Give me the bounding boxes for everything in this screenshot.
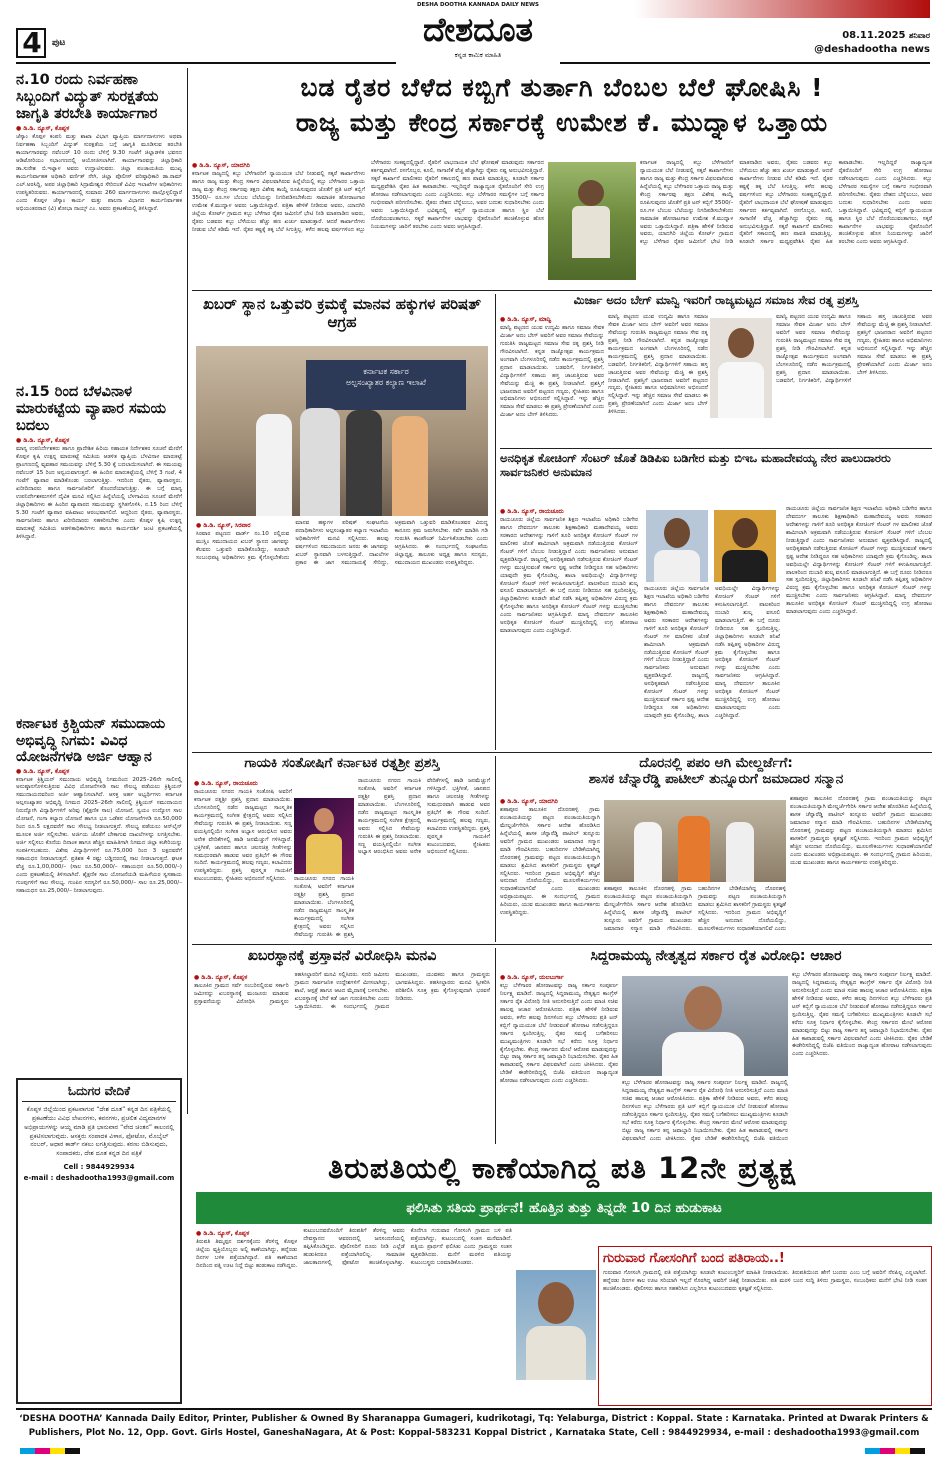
column-rule-mid bbox=[495, 294, 496, 750]
lead-story bbox=[192, 70, 932, 288]
color-registration-bar-right bbox=[865, 1448, 925, 1454]
board-line-2: ಅಲ್ಪಸಂಖ್ಯಾತರ ಕಲ್ಯಾಣ ಇಲಾಖೆ bbox=[346, 378, 426, 388]
coaching-body-mid bbox=[644, 586, 780, 750]
mirza-body-wrap-c bbox=[776, 314, 932, 444]
readers-forum-email: e-mail : deshadootha1993@gmail.com bbox=[23, 1173, 175, 1182]
issue-weekday: ಶನಿವಾರ bbox=[908, 31, 930, 40]
lead-body-b bbox=[640, 160, 932, 284]
siddu-body-continued-2: ಕಬ್ಬು ಬೆಳೆಗಾರರ ಹೋರಾಟವನ್ನು ರಾಜ್ಯ ಸರ್ಕಾರ ಸಂಪೂರ್ಣ ನಿರ್ಲಕ್ಷ್ಯ ಮಾಡಿದೆ. ರಾಜ್ಯದಲ್ಲಿ ಸಿದ್ದರಾಮಯ್ಯ ನೇತೃತ್ವದ ಕಾಂಗ್ರೆಸ್ ಸರ್ಕಾರ ರೈತ ವಿರೋಧಿ ನೀತಿ ಅನುಸರಿಸುತ್ತಿದೆ ಎಂದು ಮಾಜಿ ಸಚಿವ ಹಾಲಪ್ಪ ಆಚಾರ ಆರೋಪಿಸಿದರು. ಪತ್ರಿಕಾ ಹೇಳಿಕೆ ನೀಡಿರುವ ಅವರು, ಕಳೆದ ಹಲವು ದಿನಗಳಿಂದ ಕಬ್ಬು ಬೆಳೆಗಾರರು ಪ್ರತಿ ಟನ್ ಕಬ್ಬಿಗೆ ನ್ಯಾಯಯುತ ಬೆಲೆ ನೀಡುವಂತೆ ಹೋರಾಟ ನಡೆಸುತ್ತಿದ್ದರೂ ಸರ್ಕಾರ ಸ್ಪಂದಿಸುತ್ತಿಲ್ಲ. ರೈತರ ಸಮಸ್ಯೆ ಬಗೆಹರಿಸಲು ಮುಖ್ಯಮಂತ್ರಿಗಳು ಕೂಡಲೇ ಸಭೆ ಕರೆದು ಸೂಕ್ತ ನಿರ್ಧಾರ ಕೈಗೊಳ್ಳಬೇಕು. ಕೇಂದ್ರ ಸರ್ಕಾರದ ಮೇಲೆ ಆರೋಪ ಮಾಡುವುದನ್ನು ಬಿಟ್ಟು ರಾಜ್ಯ ಸರ್ಕಾರ ತನ್ನ ಜವಾಬ್ದಾರಿ ನಿಭಾಯಿಸಬೇಕು. ರೈತರ ಹಿತ ಕಾಪಾಡುವಲ್ಲಿ ಸರ್ಕಾರ ವಿಫಲವಾಗಿದೆ ಎಂದು ಟೀಕಿಸಿದರು. ರೈತರ ಬೇಡಿಕೆ ಈಡೇರಿಸದಿದ್ದಲ್ಲಿ ಬಿಜೆಪಿ ವತಿಯಿಂದ ರಾಜ್ಯಾದ್ಯಂತ ಹೋರಾಟ ನಡೆಸಲಾಗುವುದು ಎಂದು ಎಚ್ಚರಿಸಿದರು. bbox=[792, 972, 932, 1058]
papam-body-continued-2: ಶಹಾಪೂರ ತಾಲೂಕಿನ ದೊರನಹಳ್ಳಿ ಗ್ರಾಮ ಪಂಚಾಯತಿಯನ್ನು ಪಟ್ಟಣ ಪಂಚಾಯತಿಯನ್ನಾಗಿ ಮೇಲ್ದರ್ಜೆಗೇರಿಸಿ ಸರ್ಕಾರ ಆದೇಶ ಹೊರಡಿಸಿದ ಹಿನ್ನೆಲೆಯಲ್ಲಿ ಶಾಸಕ ಚೆನ್ನಾರೆಡ್ಡಿ ಪಾಟೀಲ್ ತುನ್ನೂರು ಅವರಿಗೆ ಗ್ರಾಮದ ಮುಖಂಡರು ಜಮಾದಾರ ಸನ್ಮಾನ ಮಾಡಿ ಗೌರವಿಸಿದರು. ಬಹುದಿನಗಳ ಬೇಡಿಕೆಯಾಗಿದ್ದ ದೊರನಹಳ್ಳಿ ಗ್ರಾಮವನ್ನು ಪಟ್ಟಣ ಪಂಚಾಯತಿಯನ್ನಾಗಿ ಮಾಡಲು ಶ್ರಮಿಸಿದ ಶಾಸಕರಿಗೆ ಗ್ರಾಮಸ್ಥರು ಕೃತಜ್ಞತೆ ಸಲ್ಲಿಸಿದರು. ಇದರಿಂದ ಗ್ರಾಮದ ಅಭಿವೃದ್ಧಿಗೆ ಹೆಚ್ಚಿನ ಅನುದಾನ ದೊರೆಯಲಿದ್ದು, ಮೂಲಸೌಕರ್ಯಗಳು ಸುಧಾರಣೆಯಾಗಲಿವೆ ಎಂದು ಮುಖಂಡರು ಅಭಿಪ್ರಾಯಪಟ್ಟರು. ಈ ಸಂದರ್ಭದಲ್ಲಿ ಗ್ರಾಮದ ಹಿರಿಯರು, ಯುವ ಮುಖಂಡರು ಹಾಗೂ ಕಾರ್ಯಕರ್ತರು ಉಪಸ್ಥಿತರಿದ್ದರು. bbox=[790, 796, 932, 866]
khabar2-story bbox=[192, 948, 492, 1144]
article-headline: ನ.10 ರಂದು ನಿರ್ವಹಣಾ ಸಿಬ್ಬಂದಿಗೆ ವಿದ್ಯುತ್ ಸುರಕ್ಷತೆಯ ಜಾಗೃತಿ ತರಬೇತಿ ಕಾರ್ಯಾಗಾರ bbox=[16, 72, 159, 123]
row-rule-2 bbox=[192, 944, 932, 945]
mirza-body-continued: ಮಾನ್ವಿ ಪಟ್ಟಣದ ಯುವ ಉದ್ಯಮಿ ಹಾಗೂ ಸಮಾಜ ಸೇವಕ ಮಿರ್ಜಾ ಅದಂ ಬೇಗ್ ಅವರಿಗೆ ಅವರ ಸಮಾಜ ಸೇವೆಯನ್ನು ಗುರುತಿಸಿ ರಾಜ್ಯಮಟ್ಟದ ಸಮಾಜ ಸೇವ ರತ್ನ ಪ್ರಶಸ್ತಿ ನೀಡಿ ಗೌರವಿಸಲಾಗಿದೆ. ಕನ್ನಡ ರಾಜ್ಯೋತ್ಸವ ಕಾರ್ಯಕ್ರಮದ ಅಂಗವಾಗಿ ಬೆಂಗಳೂರಿನಲ್ಲಿ ನಡೆದ ಕಾರ್ಯಕ್ರಮದಲ್ಲಿ ಪ್ರಶಸ್ತಿ ಪ್ರದಾನ ಮಾಡಲಾಯಿತು. ಬಡವರಿಗೆ, ನಿರ್ಗತಿಕರಿಗೆ, ವಿದ್ಯಾರ್ಥಿಗಳಿಗೆ ಸಹಾಯ ಹಸ್ತ ಚಾಚುತ್ತಿರುವ ಅವರ ಸೇವೆಯನ್ನು ಮೆಚ್ಚಿ ಈ ಪ್ರಶಸ್ತಿ ನೀಡಲಾಗಿದೆ. ಪ್ರಶಸ್ತಿಗೆ ಭಾಜನರಾದ ಅವರಿಗೆ ಪಟ್ಟಣದ ಗಣ್ಯರು, ಸ್ನೇಹಿತರು ಹಾಗೂ ಅಭಿಮಾನಿಗಳು ಅಭಿನಂದನೆ ಸಲ್ಲಿಸಿದ್ದಾರೆ. ಇನ್ನು ಹೆಚ್ಚಿನ ಸಮಾಜ ಸೇವೆ ಮಾಡಲು ಈ ಪ್ರಶಸ್ತಿ ಪ್ರೇರಣೆಯಾಗಿದೆ ಎಂದು ಮಿರ್ಜಾ ಅದಂ ಬೇಗ್ ತಿಳಿಸಿದರು. bbox=[608, 314, 708, 416]
politician-photo bbox=[622, 976, 788, 1076]
lead-headline-2: ರಾಜ್ಯ ಮತ್ತು ಕೇಂದ್ರ ಸರ್ಕಾರಕ್ಕೆ ಉಮೇಶ ಕೆ. ಮುದ್ನಾಳ ಒತ್ತಾಯ bbox=[295, 108, 829, 137]
person-4 bbox=[392, 416, 428, 516]
siddu-body-continued: ಕಬ್ಬು ಬೆಳೆಗಾರರ ಹೋರಾಟವನ್ನು ರಾಜ್ಯ ಸರ್ಕಾರ ಸಂಪೂರ್ಣ ನಿರ್ಲಕ್ಷ್ಯ ಮಾಡಿದೆ. ರಾಜ್ಯದಲ್ಲಿ ಸಿದ್ದರಾಮಯ್ಯ ನೇತೃತ್ವದ ಕಾಂಗ್ರೆಸ್ ಸರ್ಕಾರ ರೈತ ವಿರೋಧಿ ನೀತಿ ಅನುಸರಿಸುತ್ತಿದೆ ಎಂದು ಮಾಜಿ ಸಚಿವ ಹಾಲಪ್ಪ ಆಚಾರ ಆರೋಪಿಸಿದರು. ಪತ್ರಿಕಾ ಹೇಳಿಕೆ ನೀಡಿರುವ ಅವರು, ಕಳೆದ ಹಲವು ದಿನಗಳಿಂದ ಕಬ್ಬು ಬೆಳೆಗಾರರು ಪ್ರತಿ ಟನ್ ಕಬ್ಬಿಗೆ ನ್ಯಾಯಯುತ ಬೆಲೆ ನೀಡುವಂತೆ ಹೋರಾಟ ನಡೆಸುತ್ತಿದ್ದರೂ ಸರ್ಕಾರ ಸ್ಪಂದಿಸುತ್ತಿಲ್ಲ. ರೈತರ ಸಮಸ್ಯೆ ಬಗೆಹರಿಸಲು ಮುಖ್ಯಮಂತ್ರಿಗಳು ಕೂಡಲೇ ಸಭೆ ಕರೆದು ಸೂಕ್ತ ನಿರ್ಧಾರ ಕೈಗೊಳ್ಳಬೇಕು. ಕೇಂದ್ರ ಸರ್ಕಾರದ ಮೇಲೆ ಆರೋಪ ಮಾಡುವುದನ್ನು ಬಿಟ್ಟು ರಾಜ್ಯ ಸರ್ಕಾರ ತನ್ನ ಜವಾಬ್ದಾರಿ ನಿಭಾಯಿಸಬೇಕು. ರೈತರ ಹಿತ ಕಾಪಾಡುವಲ್ಲಿ ಸರ್ಕಾರ ವಿಫಲವಾಗಿದೆ ಎಂದು ಟೀಕಿಸಿದರು. ರೈತರ ಬೇಡಿಕೆ ಈಡೇರಿಸದಿದ್ದಲ್ಲಿ ಬಿಜೆಪಿ ವತಿಯಿಂದ bbox=[622, 1080, 788, 1142]
left-article-2 bbox=[16, 384, 182, 684]
mirza-body-wrap-a bbox=[500, 314, 604, 444]
goshangi-body: ಗುರುವಾರ ಗೋಸಂಗಿ ಗ್ರಾಮದಲ್ಲಿ ಪತಿ ಪತ್ತೆಯಾಗಿದ್ದು ಕೂಡಲೇ ಕುಟುಂಬಸ್ಥರಿಗೆ ಮಾಹಿತಿ ನೀಡಲಾಯಿತು. ತಿರುಪತಿಯಿಂದ ಹೇಗೆ ಬಂದರು ಎಂಬ ಬಗ್ಗೆ ಅವರಿಗೆ ನೆನಪಿಲ್ಲ ಎನ್ನಲಾಗಿದೆ. ಹನ್ನೆರಡು ದಿನಗಳ ಕಾಲ ಊಟ ಸರಿಯಾಗಿ ಇಲ್ಲದೆ ಸೊರಗಿದ್ದ ಅವರಿಗೆ ಚಿಕಿತ್ಸೆ ನೀಡಲಾಯಿತು. ಪತಿ ಮರಳಿ ಬಂದ ಸುದ್ದಿ ತಿಳಿದು ಗ್ರಾಮಸ್ಥರು, ಸಂಬಂಧಿಕರು ಮನೆಗೆ ಭೇಟಿ ನೀಡಿ ಸಂತಸ ಹಂಚಿಕೊಂಡರು. ಪೊಲೀಸರು ಹಾಗೂ ಸಹಕರಿಸಿದ ಎಲ್ಲರಿಗೂ ಕುಟುಂಬದವರು ಕೃತಜ್ಞತೆ ಸಲ್ಲಿಸಿದರು. bbox=[603, 1270, 927, 1293]
article-headline: ಕರ್ನಾಟಕ ಕ್ರಿಶ್ಚಿಯನ್ ಸಮುದಾಯ ಅಭಿವೃದ್ಧಿ ನಿಗಮ: ವಿವಿಧ ಯೋಜನೆಗಳಡಿ ಅರ್ಜಿ ಆಹ್ವಾನ bbox=[16, 716, 166, 766]
left-article-3 bbox=[16, 716, 182, 1074]
gayaki-body-mid bbox=[294, 876, 354, 940]
tirupati-headline: ತಿರುಪತಿಯಲ್ಲಿ ಕಾಣೆಯಾಗಿದ್ದ ಪತಿ 12ನೇ ಪ್ರತ್ಯಕ್ಷ bbox=[327, 1151, 797, 1185]
paper-tagline: ಕನ್ನಡ ಕಾಮಿಕ ಮಾಹಿತಿ bbox=[454, 51, 502, 59]
goshangi-box bbox=[598, 1246, 932, 1406]
footer-line-2: Publishers, Plot No. 12, Opp. Govt. Girls Hostel, GaneshaNagara, At & Post: Koppal-583231 Koppal District , Karnataka State, Cell : 9844929934, e-mail : deshadootha1993@gmail.com bbox=[28, 1428, 920, 1438]
khabar-headline: ಖಬರ್ ಸ್ಥಾನ ಒತ್ತುವರಿ ಕ್ರಮಕ್ಕೆ ಮಾನವ ಹಕ್ಕುಗಳ ಪರಿಷತ್ ಆಗ್ರಹ bbox=[202, 295, 482, 331]
papam-headline-2: ಶಾಸಕ ಚೆನ್ನಾರೆಡ್ಡಿ ಪಾಟೀಲ್ ತುನ್ನೂರುಗೆ ಜಮಾದಾರ ಸನ್ಮಾನ bbox=[588, 770, 844, 787]
column-rule-left bbox=[187, 68, 188, 1114]
article-body: ಜೆಸ್ಕಾಂ ಕೊಪ್ಪಳ ಕಂಪನಿ ಮತ್ತು ಶಾಖಾ ವಿಭಾಗ ವ್ಯಾಪ್ತಿಯ ಮಾರ್ಗದಾಳುಗಳು ಅಥವಾ ನಿರ್ವಹಣಾ ಸಿಬ್ಬಂದಿಗೆ ವಿದ್ಯುತ್ ಸುರಕ್ಷತೆಯ ಬಗ್ಗೆ ಜಾಗೃತಿ ಮೂಡಿಸುವ ತರಬೇತಿ ಕಾರ್ಯಾಗಾರವನ್ನು ನವೆಂಬರ್ 10 ರಂದು ಬೆಳಿಗ್ಗೆ 9.30 ಗಂಟೆಗೆ ಜಿಲ್ಲಾಡಳಿತ ಭವನದ ಆಡಿಟೋರಿಯಂ ಸಭಾಂಗಣದಲ್ಲಿ ಆಯೋಜಿಸಲಾಗಿದೆ. ಕಾರ್ಯಾಗಾರವನ್ನು ಜಿಲ್ಲಾಧಿಕಾರಿ ಡಾ.ಸುರೇಶ ಬಿ.ಇಟ್ನಾಳ ಅವರು ಉದ್ಘಾಟಿಸುವರು. ಜಿಲ್ಲಾ ಪಂಚಾಯತಿಯ ಮುಖ್ಯ ಕಾರ್ಯನಿರ್ವಾಹಕ ಅಧಿಕಾರಿ ವರ್ಣಿತ್ ನೇಗಿ, ಜಿಲ್ಲಾ ಪೊಲೀಸ್ ವರಿಷ್ಠಾಧಿಕಾರಿ ಡಾ.ರಾಮ್ ಎಲ್.ಅರಸಿದ್ದಿ, ಅಪರ ಜಿಲ್ಲಾಧಿಕಾರಿ ಸಿದ್ರಾಮೇಶ್ವರ ಸೇರಿದಂತೆ ವಿವಿಧ ಇಲಾಖೆಗಳ ಅಧಿಕಾರಿಗಳು ಉಪಸ್ಥಿತರಿರುವರು. ಕಾರ್ಯಾಗಾರದಲ್ಲಿ ಸುಮಾರು 260 ಮಾರ್ಗದಾಳುಗಳು ಪಾಲ್ಗೊಳ್ಳಲಿದ್ದಾರೆ ಎಂದು ಕೊಪ್ಪಳ ಜೆಸ್ಕಾಂ ಕಾರ್ಯ ಮತ್ತು ಪಾಲನಾ ವಿಭಾಗದ ಕಾರ್ಯನಿರ್ವಾಹಕ ಅಭಿಯಂತರರಾದ (ವಿ) ಶೋಭಾ ನಾಯ್ಕ್ ಎಂ. ಅವರು ಪ್ರಕಟಣೆಯಲ್ಲಿ ತಿಳಿಸಿದ್ದಾರೆ. bbox=[16, 134, 182, 212]
man-shirt bbox=[526, 1326, 586, 1380]
papam-byline: ● ಡಿ.ಡಿ. ನ್ಯೂಸ್, ಯಾದಗಿರಿ bbox=[500, 798, 558, 805]
officer-photo-2 bbox=[714, 510, 776, 582]
papam-headline-1: ದೊರನಲ್ಲಿ ಪಪಂ ಆಗಿ ಮೇಲ್ದರ್ಜೆಗೆ: bbox=[639, 756, 793, 771]
felicitation-figure-1 bbox=[634, 822, 662, 882]
mirza-bottom-rule bbox=[500, 448, 932, 449]
left-article-1 bbox=[16, 72, 182, 372]
mirza-byline: ● ಡಿ.ಡಿ. ನ್ಯೂಸ್, ಮಾನ್ವಿ bbox=[500, 316, 552, 323]
memorandum-photo bbox=[196, 346, 488, 516]
mirza-body-wrap-b bbox=[608, 314, 708, 444]
gayaki-story bbox=[192, 756, 492, 942]
office-board bbox=[306, 360, 466, 410]
officer-1-body bbox=[654, 550, 700, 582]
gayaki-body-left bbox=[194, 778, 292, 940]
lead-headline-1: ಬಡ ರೈತರ ಬೆಳೆದ ಕಬ್ಬಿಗೆ ತುರ್ತಾಗಿ ಬೆಂಬಲ ಬೆಲೆ ಘೋಷಿಸಿ ! bbox=[300, 73, 824, 102]
readers-forum-cell: Cell : 9844929934 bbox=[63, 1162, 135, 1171]
lead-body-continued: ಕರ್ನಾಟಕ ರಾಜ್ಯದಲ್ಲಿ ಕಬ್ಬು ಬೆಳೆಗಾರರಿಗೆ ನ್ಯಾಯಯುತ ಬೆಲೆ ನೀಡುವಲ್ಲಿ ಸಕ್ಕರೆ ಕಾರ್ಖಾನೆಗಳು ಹಾಗೂ ರಾಜ್ಯ ಮತ್ತು ಕೇಂದ್ರ ಸರ್ಕಾರ ವಿಫಲವಾಗಿರುವ ಹಿನ್ನೆಲೆಯಲ್ಲಿ ಕಬ್ಬು ಬೆಳೆಗಾರರ ಒತ್ತಾಯ ರಾಜ್ಯ ಮತ್ತು ಕೇಂದ್ರ ಸರ್ಕಾರವು ತಕ್ಷಣ ವಿಶೇಷ ಕಾಯ್ದೆ ರೂಪಿಸುವುದರ ಜೊತೆಗೆ ಪ್ರತಿ ಟನ್ ಕಬ್ಬಿಗೆ 3500/– ರೂ.ಗಳ ಬೆಂಬಲ ಬೆಲೆಯನ್ನು ನಿಗದಿಪಡಿಸಬೇಕೆಂದು ಸಾಮಾಜಿಕ ಹೋರಾಟಗಾರ ಉಮೇಶ ಕೆ.ಮುದ್ನಾಳ ಅವರು ಒತ್ತಾಯಿಸಿದ್ದಾರೆ. ಪತ್ರಿಕಾ ಹೇಳಿಕೆ ನೀಡಿರುವ ಅವರು, ಯಾದಗಿರಿ ಜಿಲ್ಲೆಯ ಕೋರ್ಟ್ ಗ್ರಾಮದ ಕಬ್ಬು ಬೆಳೆಗಾರ ರೈತರ ಜಮೀನಿಗೆ ಭೇಟಿ ನೀಡಿ ಮಾತನಾಡಿದ ಅವರು, ರೈತರು ಬಡವರು ಕಬ್ಬು ಬೆಳೆಯಲು ಹೆಚ್ಚು ಹಣ ಖರ್ಚು ಮಾಡುತ್ತಾರೆ. ಆದರೆ ಕಾರ್ಖಾನೆಗಳು ನೀಡುವ ಬೆಲೆ ಕಡಿಮೆ ಇದೆ. ರೈತರ ಕಷ್ಟಕ್ಕೆ ತಕ್ಕ ಬೆಲೆ ಸಿಗುತ್ತಿಲ್ಲ. ಕಳೆದ ಹಲವು ವರ್ಷಗಳಿಂದ ಕಬ್ಬು ಬೆಳೆಗಾರರು ಸಂಕಷ್ಟದಲ್ಲಿದ್ದಾರೆ. ರೈತರಿಗೆ ಲಾಭದಾಯಕ ಬೆಲೆ ಘೋಷಣೆ ಮಾಡುವುದು ಸರ್ಕಾರದ ಕರ್ತವ್ಯವಾಗಿದೆ. ರಸಗೊಬ್ಬರ, ಕೂಲಿ, ಸಾಗಾಣಿಕೆ ವೆಚ್ಚ ಹೆಚ್ಚಾಗಿದ್ದು ರೈತರು ನಷ್ಟ ಅನುಭವಿಸುತ್ತಿದ್ದಾರೆ. ಸಕ್ಕರೆ ಕಾರ್ಖಾನೆ ಮಾಲೀಕರು ರೈತರಿಗೆ ಸಕಾಲದಲ್ಲಿ ಹಣ ಪಾವತಿ ಮಾಡುತ್ತಿಲ್ಲ. ಕೂಡಲೇ ಸರ್ಕಾರ ಮಧ್ಯಪ್ರವೇಶಿಸಿ ರೈತರ ಹಿತ ಕಾಪಾಡಬೇಕು. ಇಲ್ಲದಿದ್ದರೆ ರಾಜ್ಯಾದ್ಯಂತ ರೈತರೊಂದಿಗೆ ಸೇರಿ ಉಗ್ರ ಹೋರಾಟ ನಡೆಸಲಾಗುವುದು ಎಂದು ಎಚ್ಚರಿಸಿದರು. ಕಬ್ಬು ಬೆಳೆಗಾರರ ಸಮಸ್ಯೆಗಳ ಬಗ್ಗೆ ಸರ್ಕಾರ ಗಂಭೀರವಾಗಿ ಪರಿಗಣಿಸಬೇಕು. ರೈತರು ದೇಶದ ಬೆನ್ನೆಲುಬು, ಅವರ ಬದುಕು ಸುಧಾರಿಸಬೇಕು ಎಂದು ಅವರು ಒತ್ತಾಯಿಸಿದ್ದಾರೆ. ಭವಿಷ್ಯದಲ್ಲಿ ಕಬ್ಬಿಗೆ ನ್ಯಾಯಯುತ ಹಾಗೂ ಸ್ಥಿರ ಬೆಲೆ ದೊರೆಯುವಂತಾಗಲು, ಸಕ್ಕರೆ ಕಾರ್ಖಾನೆಗಳ ಲಾಭವನ್ನು ರೈತರೊಂದಿಗೆ ಹಂಚಿಕೊಳ್ಳುವ ಹೊಸ ನಿಯಮಗಳನ್ನು ಜಾರಿಗೆ ತರಬೇಕು ಎಂದು ಅವರು ಆಗ್ರಹಿಸಿದ್ದಾರೆ. bbox=[640, 160, 932, 246]
lead-byline: ● ಡಿ.ಡಿ. ನ್ಯೂಸ್, ಯಾದಗಿರಿ bbox=[192, 162, 250, 169]
article-byline: ● ಡಿ.ಡಿ. ನ್ಯೂಸ್, ಕೊಪ್ಪಳ bbox=[16, 767, 70, 775]
readers-forum-title: ಓದುಗರ ವೇದಿಕೆ bbox=[22, 1084, 176, 1102]
officer-photo-1 bbox=[646, 510, 708, 582]
mirza-body: ಮಾನ್ವಿ ಪಟ್ಟಣದ ಯುವ ಉದ್ಯಮಿ ಹಾಗೂ ಸಮಾಜ ಸೇವಕ ಮಿರ್ಜಾ ಅದಂ ಬೇಗ್ ಅವರಿಗೆ ಅವರ ಸಮಾಜ ಸೇವೆಯನ್ನು ಗುರುತಿಸಿ ರಾಜ್ಯಮಟ್ಟದ ಸಮಾಜ ಸೇವ ರತ್ನ ಪ್ರಶಸ್ತಿ ನೀಡಿ ಗೌರವಿಸಲಾಗಿದೆ. ಕನ್ನಡ ರಾಜ್ಯೋತ್ಸವ ಕಾರ್ಯಕ್ರಮದ ಅಂಗವಾಗಿ ಬೆಂಗಳೂರಿನಲ್ಲಿ ನಡೆದ ಕಾರ್ಯಕ್ರಮದಲ್ಲಿ ಪ್ರಶಸ್ತಿ ಪ್ರದಾನ ಮಾಡಲಾಯಿತು. ಬಡವರಿಗೆ, ನಿರ್ಗತಿಕರಿಗೆ, ವಿದ್ಯಾರ್ಥಿಗಳಿಗೆ ಸಹಾಯ ಹಸ್ತ ಚಾಚುತ್ತಿರುವ ಅವರ ಸೇವೆಯನ್ನು ಮೆಚ್ಚಿ ಈ ಪ್ರಶಸ್ತಿ ನೀಡಲಾಗಿದೆ. ಪ್ರಶಸ್ತಿಗೆ ಭಾಜನರಾದ ಅವರಿಗೆ ಪಟ್ಟಣದ ಗಣ್ಯರು, ಸ್ನೇಹಿತರು ಹಾಗೂ ಅಭಿಮಾನಿಗಳು ಅಭಿನಂದನೆ ಸಲ್ಲಿಸಿದ್ದಾರೆ. ಇನ್ನು ಹೆಚ್ಚಿನ ಸಮಾಜ ಸೇವೆ ಮಾಡಲು ಈ ಪ್ರಶಸ್ತಿ ಪ್ರೇರಣೆಯಾಗಿದೆ ಎಂದು ಮಿರ್ಜಾ ಅದಂ ಬೇಗ್ ತಿಳಿಸಿದರು. bbox=[500, 325, 604, 419]
coaching-body: ರಾಯಚೂರು ಜಿಲ್ಲೆಯ ಸಾರ್ವಜನಿಕ ಶಿಕ್ಷಣ ಇಲಾಖೆಯ ಅಧಿಕಾರಿ ಬಡಿಗೇರ ಹಾಗೂ ದೇವದುರ್ಗ ತಾಲೂಕು ಶಿಕ್ಷಣಾಧಿಕಾರಿ ಮಹಾದೇವಯ್ಯ ಅವರು ಸರಕಾರದ ಆದೇಶಗಳನ್ನು ಗಾಳಿಗೆ ತೂರಿ ಅನಧಿಕೃತ ಕೋಚಿಂಗ್ ಸೆಂಟರ್ ಗಳ ಮಾಲೀಕರ ಜೊತೆ ಶಾಮೀಲಾಗಿ ಅಕ್ರಮವಾಗಿ ನಡೆಯುತ್ತಿರುವ ಕೋಚಿಂಗ್ ಸೆಂಟರ್ ಗಳಿಗೆ ಬೆಂಬಲ ನೀಡುತ್ತಿದ್ದಾರೆ ಎಂದು ಸಾರ್ವಜನಿಕರು ಅನುಮಾನ ವ್ಯಕ್ತಪಡಿಸಿದ್ದಾರೆ. ರಾಜ್ಯದಲ್ಲಿ ಅನಧಿಕೃತವಾಗಿ ನಡೆಸುತ್ತಿರುವ ಕೋಚಿಂಗ್ ಸೆಂಟರ್ ಗಳನ್ನು ಮುಚ್ಚಿಸುವಂತೆ ಸರ್ಕಾರ ಸ್ಪಷ್ಟ ಆದೇಶ ನೀಡಿದ್ದರೂ ಸಹ ಅಧಿಕಾರಿಗಳು ಯಾವುದೇ ಕ್ರಮ ಕೈಗೊಂಡಿಲ್ಲ. ಶಾಲಾ ಅವಧಿಯಲ್ಲೇ ವಿದ್ಯಾರ್ಥಿಗಳನ್ನು ಕೋಚಿಂಗ್ ಸೆಂಟರ್ ಗಳಿಗೆ ಕಳುಹಿಸಲಾಗುತ್ತಿದೆ. ಪಾಲಕರಿಂದ ದುಬಾರಿ ಶುಲ್ಕ ವಸೂಲಿ ಮಾಡಲಾಗುತ್ತಿದೆ. ಈ ಬಗ್ಗೆ ದೂರು ನೀಡಿದರೂ ಸಹ ಸ್ಪಂದಿಸುತ್ತಿಲ್ಲ. ಜಿಲ್ಲಾಧಿಕಾರಿಗಳು ಕೂಡಲೇ ತನಿಖೆ ನಡೆಸಿ ತಪ್ಪಿತಸ್ಥ ಅಧಿಕಾರಿಗಳ ವಿರುದ್ಧ ಕ್ರಮ ಕೈಗೊಳ್ಳಬೇಕು ಹಾಗೂ ಅನಧಿಕೃತ ಕೋಚಿಂಗ್ ಸೆಂಟರ್ ಗಳನ್ನು ಮುಚ್ಚಿಸಬೇಕು ಎಂದು ಸಾರ್ವಜನಿಕರು ಆಗ್ರಹಿಸಿದ್ದಾರೆ. ಮಾನ್ಯ ದೇವದುರ್ಗ ತಾಲೂಕಿನ ಅನಧಿಕೃತ ಕೋಚಿಂಗ್ ಸೆಂಟರ್ ಮುಚ್ಚಿಸದಿದ್ದಲ್ಲಿ ಉಗ್ರ ಹೋರಾಟ ಮಾಡಲಾಗುವುದು ಎಂದು ಎಚ್ಚರಿಸಿದ್ದಾರೆ. bbox=[500, 517, 638, 635]
singer-dress bbox=[306, 834, 342, 874]
column-rule-mid-3 bbox=[495, 948, 496, 1144]
khabar-body: ಸಿರವಾರ ಪಟ್ಟಣದ ವಾರ್ಡ್ ನಂ.10 ರಲ್ಲಿರುವ ಮುಸ್ಲಿಂ ಸಮುದಾಯದ ಖಬರ್ ಸ್ಥಾನದ ಜಾಗವನ್ನು ಕೆಲವರು ಒತ್ತುವರಿ ಮಾಡಿಕೊಂಡಿದ್ದು, ಕೂಡಲೇ ಸಂಬಂಧಪಟ್ಟ ಅಧಿಕಾರಿಗಳು ಕ್ರಮ ಕೈಗೊಳ್ಳಬೇಕೆಂದು ಮಾನವ ಹಕ್ಕುಗಳ ಪರಿಷತ್ ಸಂಘಟನೆಯ ಪದಾಧಿಕಾರಿಗಳು ಅಲ್ಪಸಂಖ್ಯಾತರ ಕಲ್ಯಾಣ ಇಲಾಖೆಯ ಅಧಿಕಾರಿಗಳಿಗೆ ಮನವಿ ಸಲ್ಲಿಸಿದರು. ಹಲವು ವರ್ಷಗಳಿಂದ ಸಮುದಾಯದ ಜನರು ಈ ಜಾಗವನ್ನು ಖಬರ್ ಸ್ಥಾನವಾಗಿ ಬಳಸುತ್ತಿದ್ದಾರೆ. ದಾಖಲೆಗಳ ಪ್ರಕಾರ ಈ ಜಾಗ ಸಮುದಾಯಕ್ಕೆ ಸೇರಿದ್ದು, ಅಕ್ರಮವಾಗಿ ಒತ್ತುವರಿ ಮಾಡಿಕೊಂಡವರ ವಿರುದ್ಧ ಕಾನೂನು ಕ್ರಮ ಜರುಗಿಸಬೇಕು. ಸರ್ವೆ ಮಾಡಿಸಿ ಗಡಿ ಗುರುತಿಸಿ ಕಾಂಪೌಂಡ್ ನಿರ್ಮಿಸಿಕೊಡಬೇಕು ಎಂದು ಆಗ್ರಹಿಸಿದರು. ಈ ಸಂದರ್ಭದಲ್ಲಿ ಸಂಘಟನೆಯ ಜಿಲ್ಲಾಧ್ಯಕ್ಷ, ತಾಲೂಕು ಅಧ್ಯಕ್ಷ ಹಾಗೂ ಸದಸ್ಯರು, ಸಮುದಾಯದ ಮುಖಂಡರು ಉಪಸ್ಥಿತರಿದ್ದರು. bbox=[196, 520, 488, 566]
officer-2-head bbox=[732, 518, 758, 548]
coaching-headline: ಅನಧಿಕೃತ ಕೋಚಿಂಗ್ ಸೆಂಟರ್ ಜೊತೆ ಡಿಡಿಪಿಐ ಬಡಿಗೇರ ಮತ್ತು ಬಿಇಒ ಮಹಾದೇವಯ್ಯ ನೇರ ಪಾಲುದಾರರು ಸಾರ್ವಜನಿಕರ ಅನುಮಾನ bbox=[500, 452, 891, 479]
siddu-body-mid bbox=[622, 1080, 788, 1142]
readers-forum-text: ಕೊಪ್ಪಳ ಜಿಲ್ಲೆಯಿಂದ ಪ್ರಕಟವಾಗುವ “ದೇಶ ದೂತ” ಕನ್ನಡ ದಿನ ಪತ್ರಿಕೆಯಲ್ಲಿ ಪ್ರಕಟಣೆಯು ವಿವಿಧ ಲೇಖನಗಳು, ಕವನಗಳು, ಪ್ರಚಲಿತ ವಿದ್ಯಮಾನಗಳ ಅಭಿಪ್ರಾಯಗಳನ್ನು ಆಯ್ದ ಮಾಡಿ ಪ್ರತಿ ಭಾನುವಾರ “ವೇದ ಚಿಂತನ” ಕಾಲಂನಲ್ಲಿ ಪ್ರಕಟಿಸಲಾಗುವುದು. ಆಸಕ್ತರು ಸಂಪಾದಕ ವಿಳಾಸ, ಫೋಟೋ, ಮೊಬೈಲ್ ನಂಬರ್, ಆಧಾರ ಕಾರ್ಡ್ ನಕಲು ಲಗತ್ತಿಸುವುದು. ಕರಣು ಬಿಡಿಸುವುದು, ಸಂಪಾದಕರು, ದೇಶ ದೂತ ಕನ್ನಡ ದಿನ ಪತ್ರಿಕೆ bbox=[24, 1106, 174, 1158]
article-body: ಮಾನ್ಯ ಉಪನಿರ್ದೇಶಕರು ಹಾಗೂ ಪ್ರಾದೇಶಿಕ ಹಿರಿಯ ಸಹಾಯಕ ನಿರ್ದೇಶಕರ ಸೂಚನೆ ಮೇರೆಗೆ ಕೊಪ್ಪಳ ಕೃಷಿ ಉತ್ಪನ್ನ ಮಾರುಕಟ್ಟೆ ಸಮಿತಿಯ ಆಡಳಿತ ವ್ಯಾಪ್ತಿಯ ಬೆಳವಿನಾಳ ಮಾರುಕಟ್ಟೆ ಪ್ರಾಂಗಣದಲ್ಲಿ ವ್ಯವಹಾರ ಸಮಯವನ್ನು ಬೆಳಿಗ್ಗೆ 5.30 ಕ್ಕೆ ಬದಲಾಯಿಸಲಾಗಿದೆ. ಈ ಸಮಯವು ನವೆಂಬರ್ 15 ರಿಂದ ಅನ್ವಯವಾಗುತ್ತದೆ. ಈ ಹಿಂದಿನ ಮಾರುಕಟ್ಟೆಯಲ್ಲಿ ಬೆಳಿಗ್ಗೆ 3 ಗಂಟೆ, 4 ಗಂಟೆಗೆ ವ್ಯಾಪಾರ ಮಾಡಿಕೊಂಡು ಬರಲಾಗುತ್ತಿತ್ತು. ಇದರಿಂದ ರೈತರು, ವ್ಯಾಪಾರಸ್ಥರು, ಖರೀದಿದಾರರು ಹಾಗೂ ಸಾರ್ವಜನಿಕರಿಗೆ ತೊಂದರೆಯಾಗುತ್ತಿತ್ತು. ಈ ಬಗ್ಗೆ ಮಾನ್ಯ ಉಪನಿರ್ದೇಶಕರುಗಳಿಗೆ ದೈವಿಕ ಮನವಿ ಸಲ್ಲಿಸಿದ ಹಿನ್ನೆಲೆಯಲ್ಲಿ ಬೆಳಗಾವಿಯ ಸೂಚನೆ ಮೇರೆಗೆ ಜಿಲ್ಲಾಧಿಕಾರಿಗಳು ಈ ಹಿಂದಿನ ವ್ಯಾಪಾರದ ಸಮಯವನ್ನು ಸ್ಥಗಿತಗೊಳಿಸಿ, ನ.15 ರಿಂದ ಬೆಳಿಗ್ಗೆ 5.30 ಗಂಟೆಗೆ ವ್ಯಾಪಾರ ವಹಿವಾಟು ಆರಂಭವಾಗಲಿದೆ. ಆದ್ದರಿಂದ ರೈತರು, ವ್ಯಾಪಾರಸ್ಥರು, ಸಾರ್ವಜನಿಕರು ಹಾಗೂ ಖರೀದಿದಾರರು ಸಹಕರಿಸಬೇಕು ಎಂದು ಕೊಪ್ಪಳ ಕೃಷಿ ಉತ್ಪನ್ನ ಮಾರುಕಟ್ಟೆ ಸಮಿತಿಯ ಆಡಳಿತಾಧಿಕಾರಿಗಳು ಹಾಗೂ ಕಾರ್ಯದರ್ಶಿ ಜಂಟಿ ಪ್ರಕಟಣೆಯಲ್ಲಿ ತಿಳಿಸಿದ್ದಾರೆ. bbox=[16, 446, 182, 540]
mirza-story bbox=[500, 294, 932, 446]
page-label: ಪುಟ bbox=[52, 38, 66, 48]
lead-body-wrap bbox=[192, 160, 932, 284]
papam-body-left bbox=[500, 796, 600, 940]
siddu-body-right bbox=[792, 972, 932, 1142]
gayaki-body-continued: ರಾಯಚೂರು ನಗರದ ಗಾಯಕಿ ಸಂತೋಷಿ ಅವರಿಗೆ ಕರ್ನಾಟಕ ರತ್ನಶ್ರೀ ಪ್ರಶಸ್ತಿ ಪ್ರದಾನ ಮಾಡಲಾಯಿತು. ಬೆಂಗಳೂರಿನಲ್ಲಿ ನಡೆದ ರಾಜ್ಯಮಟ್ಟದ ಸಾಂಸ್ಕೃತಿಕ ಕಾರ್ಯಕ್ರಮದಲ್ಲಿ ಸಂಗೀತ ಕ್ಷೇತ್ರದಲ್ಲಿ ಅವರು ಸಲ್ಲಿಸಿದ ಸೇವೆಯನ್ನು ಗುರುತಿಸಿ ಈ ಪ್ರಶಸ್ತಿ bbox=[294, 876, 354, 938]
felicitation-figure-3 bbox=[726, 822, 754, 882]
officer-1-head bbox=[664, 518, 690, 548]
siddu-body: ಕಬ್ಬು ಬೆಳೆಗಾರರ ಹೋರಾಟವನ್ನು ರಾಜ್ಯ ಸರ್ಕಾರ ಸಂಪೂರ್ಣ ನಿರ್ಲಕ್ಷ್ಯ ಮಾಡಿದೆ. ರಾಜ್ಯದಲ್ಲಿ ಸಿದ್ದರಾಮಯ್ಯ ನೇತೃತ್ವದ ಕಾಂಗ್ರೆಸ್ ಸರ್ಕಾರ ರೈತ ವಿರೋಧಿ ನೀತಿ ಅನುಸರಿಸುತ್ತಿದೆ ಎಂದು ಮಾಜಿ ಸಚಿವ ಹಾಲಪ್ಪ ಆಚಾರ ಆರೋಪಿಸಿದರು. ಪತ್ರಿಕಾ ಹೇಳಿಕೆ ನೀಡಿರುವ ಅವರು, ಕಳೆದ ಹಲವು ದಿನಗಳಿಂದ ಕಬ್ಬು ಬೆಳೆಗಾರರು ಪ್ರತಿ ಟನ್ ಕಬ್ಬಿಗೆ ನ್ಯಾಯಯುತ ಬೆಲೆ ನೀಡುವಂತೆ ಹೋರಾಟ ನಡೆಸುತ್ತಿದ್ದರೂ ಸರ್ಕಾರ ಸ್ಪಂದಿಸುತ್ತಿಲ್ಲ. ರೈತರ ಸಮಸ್ಯೆ ಬಗೆಹರಿಸಲು ಮುಖ್ಯಮಂತ್ರಿಗಳು ಕೂಡಲೇ ಸಭೆ ಕರೆದು ಸೂಕ್ತ ನಿರ್ಧಾರ ಕೈಗೊಳ್ಳಬೇಕು. ಕೇಂದ್ರ ಸರ್ಕಾರದ ಮೇಲೆ ಆರೋಪ ಮಾಡುವುದನ್ನು ಬಿಟ್ಟು ರಾಜ್ಯ ಸರ್ಕಾರ ತನ್ನ ಜವಾಬ್ದಾರಿ ನಿಭಾಯಿಸಬೇಕು. ರೈತರ ಹಿತ ಕಾಪಾಡುವಲ್ಲಿ ಸರ್ಕಾರ ವಿಫಲವಾಗಿದೆ ಎಂದು ಟೀಕಿಸಿದರು. ರೈತರ ಬೇಡಿಕೆ ಈಡೇರಿಸದಿದ್ದಲ್ಲಿ ಬಿಜೆಪಿ ವತಿಯಿಂದ ರಾಜ್ಯಾದ್ಯಂತ ಹೋರಾಟ ನಡೆಸಲಾಗುವುದು ಎಂದು ಎಚ್ಚರಿಸಿದರು. bbox=[500, 983, 618, 1085]
man-head bbox=[538, 1282, 574, 1324]
paper-logo: ದೇಶದೂತ bbox=[422, 10, 534, 49]
papam-body-continued: ಶಹಾಪೂರ ತಾಲೂಕಿನ ದೊರನಹಳ್ಳಿ ಗ್ರಾಮ ಪಂಚಾಯತಿಯನ್ನು ಪಟ್ಟಣ ಪಂಚಾಯತಿಯನ್ನಾಗಿ ಮೇಲ್ದರ್ಜೆಗೇರಿಸಿ ಸರ್ಕಾರ ಆದೇಶ ಹೊರಡಿಸಿದ ಹಿನ್ನೆಲೆಯಲ್ಲಿ ಶಾಸಕ ಚೆನ್ನಾರೆಡ್ಡಿ ಪಾಟೀಲ್ ತುನ್ನೂರು ಅವರಿಗೆ ಗ್ರಾಮದ ಮುಖಂಡರು ಜಮಾದಾರ ಸನ್ಮಾನ ಮಾಡಿ ಗೌರವಿಸಿದರು. ಬಹುದಿನಗಳ ಬೇಡಿಕೆಯಾಗಿದ್ದ ದೊರನಹಳ್ಳಿ ಗ್ರಾಮವನ್ನು ಪಟ್ಟಣ ಪಂಚಾಯತಿಯನ್ನಾಗಿ ಮಾಡಲು ಶ್ರಮಿಸಿದ ಶಾಸಕರಿಗೆ ಗ್ರಾಮಸ್ಥರು ಕೃತಜ್ಞತೆ ಸಲ್ಲಿಸಿದರು. ಇದರಿಂದ ಗ್ರಾಮದ ಅಭಿವೃದ್ಧಿಗೆ ಹೆಚ್ಚಿನ ಅನುದಾನ ದೊರೆಯಲಿದ್ದು, ಮೂಲಸೌಕರ್ಯಗಳು ಸುಧಾರಣೆಯಾಗಲಿವೆ ಎಂದು bbox=[604, 886, 786, 932]
farmer-shirt bbox=[572, 206, 610, 258]
tirupati-subhead: ಫಲಿಸಿತು ಸತಿಯ ಪ್ರಾರ್ಥನೆ! ಹೊತ್ತಿನ ತುತ್ತು ತಿನ್ನದೇ 10 ದಿನ ಹುಡುಕಾಟ bbox=[406, 1200, 722, 1216]
khabar2-byline: ● ಡಿ.ಡಿ. ನ್ಯೂಸ್, ಕೊಪ್ಪಳ bbox=[194, 974, 248, 981]
papam-body-mid bbox=[604, 886, 786, 940]
goshangi-headline: ಗುರುವಾರ ಗೋಸಂಗಿಗೆ ಬಂದ ಪತಿರಾಯ..! bbox=[603, 1251, 785, 1266]
mirza-body-continued-2: ಮಾನ್ವಿ ಪಟ್ಟಣದ ಯುವ ಉದ್ಯಮಿ ಹಾಗೂ ಸಮಾಜ ಸೇವಕ ಮಿರ್ಜಾ ಅದಂ ಬೇಗ್ ಅವರಿಗೆ ಅವರ ಸಮಾಜ ಸೇವೆಯನ್ನು ಗುರುತಿಸಿ ರಾಜ್ಯಮಟ್ಟದ ಸಮಾಜ ಸೇವ ರತ್ನ ಪ್ರಶಸ್ತಿ ನೀಡಿ ಗೌರವಿಸಲಾಗಿದೆ. ಕನ್ನಡ ರಾಜ್ಯೋತ್ಸವ ಕಾರ್ಯಕ್ರಮದ ಅಂಗವಾಗಿ ಬೆಂಗಳೂರಿನಲ್ಲಿ ನಡೆದ ಕಾರ್ಯಕ್ರಮದಲ್ಲಿ ಪ್ರಶಸ್ತಿ ಪ್ರದಾನ ಮಾಡಲಾಯಿತು. ಬಡವರಿಗೆ, ನಿರ್ಗತಿಕರಿಗೆ, ವಿದ್ಯಾರ್ಥಿಗಳಿಗೆ ಸಹಾಯ ಹಸ್ತ ಚಾಚುತ್ತಿರುವ ಅವರ ಸೇವೆಯನ್ನು ಮೆಚ್ಚಿ ಈ ಪ್ರಶಸ್ತಿ ನೀಡಲಾಗಿದೆ. ಪ್ರಶಸ್ತಿಗೆ ಭಾಜನರಾದ ಅವರಿಗೆ ಪಟ್ಟಣದ ಗಣ್ಯರು, ಸ್ನೇಹಿತರು ಹಾಗೂ ಅಭಿಮಾನಿಗಳು ಅಭಿನಂದನೆ ಸಲ್ಲಿಸಿದ್ದಾರೆ. ಇನ್ನು ಹೆಚ್ಚಿನ ಸಮಾಜ ಸೇವೆ ಮಾಡಲು ಈ ಪ್ರಶಸ್ತಿ ಪ್ರೇರಣೆಯಾಗಿದೆ ಎಂದು ಮಿರ್ಜಾ ಅದಂ ಬೇಗ್ ತಿಳಿಸಿದರು. bbox=[776, 314, 932, 384]
issue-date-value: 08.11.2025 bbox=[842, 30, 906, 41]
footer-line-1: ‘DESHA DOOTHA’ Kannada Daily Editor, Printer, Publisher & Owned By Sharanappa Gumageri, kudrikotagi, Tq: Yelaburga, District : Koppal. State : Karnataka. Printed at Dwarak Printers & bbox=[19, 1414, 929, 1424]
lead-body: ಕರ್ನಾಟಕ ರಾಜ್ಯದಲ್ಲಿ ಕಬ್ಬು ಬೆಳೆಗಾರರಿಗೆ ನ್ಯಾಯಯುತ ಬೆಲೆ ನೀಡುವಲ್ಲಿ ಸಕ್ಕರೆ ಕಾರ್ಖಾನೆಗಳು ಹಾಗೂ ರಾಜ್ಯ ಮತ್ತು ಕೇಂದ್ರ ಸರ್ಕಾರ ವಿಫಲವಾಗಿರುವ ಹಿನ್ನೆಲೆಯಲ್ಲಿ ಕಬ್ಬು ಬೆಳೆಗಾರರ ಒತ್ತಾಯ ರಾಜ್ಯ ಮತ್ತು ಕೇಂದ್ರ ಸರ್ಕಾರವು ತಕ್ಷಣ ವಿಶೇಷ ಕಾಯ್ದೆ ರೂಪಿಸುವುದರ ಜೊತೆಗೆ ಪ್ರತಿ ಟನ್ ಕಬ್ಬಿಗೆ 3500/– ರೂ.ಗಳ ಬೆಂಬಲ ಬೆಲೆಯನ್ನು ನಿಗದಿಪಡಿಸಬೇಕೆಂದು ಸಾಮಾಜಿಕ ಹೋರಾಟಗಾರ ಉಮೇಶ ಕೆ.ಮುದ್ನಾಳ ಅವರು ಒತ್ತಾಯಿಸಿದ್ದಾರೆ. ಪತ್ರಿಕಾ ಹೇಳಿಕೆ ನೀಡಿರುವ ಅವರು, ಯಾದಗಿರಿ ಜಿಲ್ಲೆಯ ಕೋರ್ಟ್ ಗ್ರಾಮದ ಕಬ್ಬು ಬೆಳೆಗಾರ ರೈತರ ಜಮೀನಿಗೆ ಭೇಟಿ ನೀಡಿ ಮಾತನಾಡಿದ ಅವರು, ರೈತರು ಬಡವರು ಕಬ್ಬು ಬೆಳೆಯಲು ಹೆಚ್ಚು ಹಣ ಖರ್ಚು ಮಾಡುತ್ತಾರೆ. ಆದರೆ ಕಾರ್ಖಾನೆಗಳು ನೀಡುವ ಬೆಲೆ ಕಡಿಮೆ ಇದೆ. ರೈತರ ಕಷ್ಟಕ್ಕೆ ತಕ್ಕ ಬೆಲೆ ಸಿಗುತ್ತಿಲ್ಲ. ಕಳೆದ ಹಲವು ವರ್ಷಗಳಿಂದ ಕಬ್ಬು ಬೆಳೆಗಾರರು ಸಂಕಷ್ಟದಲ್ಲಿದ್ದಾರೆ. ರೈತರಿಗೆ ಲಾಭದಾಯಕ ಬೆಲೆ ಘೋಷಣೆ ಮಾಡುವುದು ಸರ್ಕಾರದ ಕರ್ತವ್ಯವಾಗಿದೆ. ರಸಗೊಬ್ಬರ, ಕೂಲಿ, ಸಾಗಾಣಿಕೆ ವೆಚ್ಚ ಹೆಚ್ಚಾಗಿದ್ದು ರೈತರು ನಷ್ಟ ಅನುಭವಿಸುತ್ತಿದ್ದಾರೆ. ಸಕ್ಕರೆ ಕಾರ್ಖಾನೆ ಮಾಲೀಕರು ರೈತರಿಗೆ ಸಕಾಲದಲ್ಲಿ ಹಣ ಪಾವತಿ ಮಾಡುತ್ತಿಲ್ಲ. ಕೂಡಲೇ ಸರ್ಕಾರ ಮಧ್ಯಪ್ರವೇಶಿಸಿ ರೈತರ ಹಿತ ಕಾಪಾಡಬೇಕು. ಇಲ್ಲದಿದ್ದರೆ ರಾಜ್ಯಾದ್ಯಂತ ರೈತರೊಂದಿಗೆ ಸೇರಿ ಉಗ್ರ ಹೋರಾಟ ನಡೆಸಲಾಗುವುದು ಎಂದು ಎಚ್ಚರಿಸಿದರು. ಕಬ್ಬು ಬೆಳೆಗಾರರ ಸಮಸ್ಯೆಗಳ ಬಗ್ಗೆ ಸರ್ಕಾರ ಗಂಭೀರವಾಗಿ ಪರಿಗಣಿಸಬೇಕು. ರೈತರು ದೇಶದ ಬೆನ್ನೆಲುಬು, ಅವರ ಬದುಕು ಸುಧಾರಿಸಬೇಕು ಎಂದು ಅವರು ಒತ್ತಾಯಿಸಿದ್ದಾರೆ. ಭವಿಷ್ಯದಲ್ಲಿ ಕಬ್ಬಿಗೆ ನ್ಯಾಯಯುತ ಹಾಗೂ ಸ್ಥಿರ ಬೆಲೆ ದೊರೆಯುವಂತಾಗಲು, ಸಕ್ಕರೆ ಕಾರ್ಖಾನೆಗಳ ಲಾಭವನ್ನು ರೈತರೊಂದಿಗೆ ಹಂಚಿಕೊಳ್ಳುವ ಹೊಸ ನಿಯಮಗಳನ್ನು ಜಾರಿಗೆ ತರಬೇಕು ಎಂದು ಅವರು ಆಗ್ರಹಿಸಿದ್ದಾರೆ. bbox=[192, 160, 544, 233]
coaching-body-continued-2: ರಾಯಚೂರು ಜಿಲ್ಲೆಯ ಸಾರ್ವಜನಿಕ ಶಿಕ್ಷಣ ಇಲಾಖೆಯ ಅಧಿಕಾರಿ ಬಡಿಗೇರ ಹಾಗೂ ದೇವದುರ್ಗ ತಾಲೂಕು ಶಿಕ್ಷಣಾಧಿಕಾರಿ ಮಹಾದೇವಯ್ಯ ಅವರು ಸರಕಾರದ ಆದೇಶಗಳನ್ನು ಗಾಳಿಗೆ ತೂರಿ ಅನಧಿಕೃತ ಕೋಚಿಂಗ್ ಸೆಂಟರ್ ಗಳ ಮಾಲೀಕರ ಜೊತೆ ಶಾಮೀಲಾಗಿ ಅಕ್ರಮವಾಗಿ ನಡೆಯುತ್ತಿರುವ ಕೋಚಿಂಗ್ ಸೆಂಟರ್ ಗಳಿಗೆ ಬೆಂಬಲ ನೀಡುತ್ತಿದ್ದಾರೆ ಎಂದು ಸಾರ್ವಜನಿಕರು ಅನುಮಾನ ವ್ಯಕ್ತಪಡಿಸಿದ್ದಾರೆ. ರಾಜ್ಯದಲ್ಲಿ ಅನಧಿಕೃತವಾಗಿ ನಡೆಸುತ್ತಿರುವ ಕೋಚಿಂಗ್ ಸೆಂಟರ್ ಗಳನ್ನು ಮುಚ್ಚಿಸುವಂತೆ ಸರ್ಕಾರ ಸ್ಪಷ್ಟ ಆದೇಶ ನೀಡಿದ್ದರೂ ಸಹ ಅಧಿಕಾರಿಗಳು ಯಾವುದೇ ಕ್ರಮ ಕೈಗೊಂಡಿಲ್ಲ. ಶಾಲಾ ಅವಧಿಯಲ್ಲೇ ವಿದ್ಯಾರ್ಥಿಗಳನ್ನು ಕೋಚಿಂಗ್ ಸೆಂಟರ್ ಗಳಿಗೆ ಕಳುಹಿಸಲಾಗುತ್ತಿದೆ. ಪಾಲಕರಿಂದ ದುಬಾರಿ ಶುಲ್ಕ ವಸೂಲಿ ಮಾಡಲಾಗುತ್ತಿದೆ. ಈ ಬಗ್ಗೆ ದೂರು ನೀಡಿದರೂ ಸಹ ಸ್ಪಂದಿಸುತ್ತಿಲ್ಲ. ಜಿಲ್ಲಾಧಿಕಾರಿಗಳು ಕೂಡಲೇ ತನಿಖೆ ನಡೆಸಿ ತಪ್ಪಿತಸ್ಥ ಅಧಿಕಾರಿಗಳ ವಿರುದ್ಧ ಕ್ರಮ ಕೈಗೊಳ್ಳಬೇಕು ಹಾಗೂ ಅನಧಿಕೃತ ಕೋಚಿಂಗ್ ಸೆಂಟರ್ ಗಳನ್ನು ಮುಚ್ಚಿಸಬೇಕು ಎಂದು ಸಾರ್ವಜನಿಕರು ಆಗ್ರಹಿಸಿದ್ದಾರೆ. ಮಾನ್ಯ ದೇವದುರ್ಗ ತಾಲೂಕಿನ ಅನಧಿಕೃತ ಕೋಚಿಂಗ್ ಸೆಂಟರ್ ಮುಚ್ಚಿಸದಿದ್ದಲ್ಲಿ ಉಗ್ರ ಹೋರಾಟ ಮಾಡಲಾಗುವುದು ಎಂದು ಎಚ್ಚರಿಸಿದ್ದಾರೆ. bbox=[786, 506, 932, 616]
farmer-figure bbox=[578, 180, 604, 206]
article-headline: ನ.15 ರಿಂದ ಬೆಳವಿನಾಳ ಮಾರುಕಟ್ಟೆಯ ವ್ಯಾಪಾರ ಸಮಯ ಬದಲು bbox=[16, 384, 166, 435]
readers-forum-box bbox=[16, 1078, 182, 1404]
gayaki-headline: ಗಾಯಕಿ ಸಂತೋಷಿಗೆ ಕರ್ನಾಟಕ ರತ್ನಶ್ರೀ ಪ್ರಶಸ್ತಿ bbox=[244, 756, 440, 771]
politician-head bbox=[684, 986, 722, 1030]
khabar-byline: ● ಡಿ.ಡಿ. ನ್ಯೂಸ್, ಸಿರವಾರ bbox=[196, 522, 251, 529]
masthead bbox=[0, 0, 945, 64]
siddu-byline: ● ಡಿ.ಡಿ. ನ್ಯೂಸ್, ಯಲಬುರ್ಗಾ bbox=[500, 974, 564, 981]
khabar2-headline: ಖಬರಸ್ಥಾನಕ್ಕೆ ಪ್ರಸ್ತಾವನೆ ವಿರೋಧಿಸಿ ಮನವಿ bbox=[247, 948, 437, 964]
article-byline: ● ಡಿ.ಡಿ. ನ್ಯೂಸ್, ಕೊಪ್ಪಳ bbox=[16, 437, 70, 445]
singer-photo bbox=[294, 798, 354, 874]
khabar-body-wrap bbox=[196, 520, 488, 746]
felicitation-photo bbox=[604, 800, 786, 882]
siddu-body-left bbox=[500, 972, 618, 1142]
coaching-byline: ● ಡಿ.ಡಿ. ನ್ಯೂಸ್, ರಾಯಚೂರು bbox=[500, 508, 564, 515]
coaching-body-right bbox=[786, 506, 932, 750]
tirupati-subhead-band bbox=[196, 1192, 932, 1224]
article-byline: ● ಡಿ.ಡಿ. ನ್ಯೂಸ್, ಕೊಪ್ಪಳ bbox=[16, 125, 70, 133]
papam-body: ಶಹಾಪೂರ ತಾಲೂಕಿನ ದೊರನಹಳ್ಳಿ ಗ್ರಾಮ ಪಂಚಾಯತಿಯನ್ನು ಪಟ್ಟಣ ಪಂಚಾಯತಿಯನ್ನಾಗಿ ಮೇಲ್ದರ್ಜೆಗೇರಿಸಿ ಸರ್ಕಾರ ಆದೇಶ ಹೊರಡಿಸಿದ ಹಿನ್ನೆಲೆಯಲ್ಲಿ ಶಾಸಕ ಚೆನ್ನಾರೆಡ್ಡಿ ಪಾಟೀಲ್ ತುನ್ನೂರು ಅವರಿಗೆ ಗ್ರಾಮದ ಮುಖಂಡರು ಜಮಾದಾರ ಸನ್ಮಾನ ಮಾಡಿ ಗೌರವಿಸಿದರು. ಬಹುದಿನಗಳ ಬೇಡಿಕೆಯಾಗಿದ್ದ ದೊರನಹಳ್ಳಿ ಗ್ರಾಮವನ್ನು ಪಟ್ಟಣ ಪಂಚಾಯತಿಯನ್ನಾಗಿ ಮಾಡಲು ಶ್ರಮಿಸಿದ ಶಾಸಕರಿಗೆ ಗ್ರಾಮಸ್ಥರು ಕೃತಜ್ಞತೆ ಸಲ್ಲಿಸಿದರು. ಇದರಿಂದ ಗ್ರಾಮದ ಅಭಿವೃದ್ಧಿಗೆ ಹೆಚ್ಚಿನ ಅನುದಾನ ದೊರೆಯಲಿದ್ದು, ಮೂಲಸೌಕರ್ಯಗಳು ಸುಧಾರಣೆಯಾಗಲಿವೆ ಎಂದು ಮುಖಂಡರು ಅಭಿಪ್ರಾಯಪಟ್ಟರು. ಈ ಸಂದರ್ಭದಲ್ಲಿ ಗ್ರಾಮದ ಹಿರಿಯರು, ಯುವ ಮುಖಂಡರು ಹಾಗೂ ಕಾರ್ಯಕರ್ತರು ಉಪಸ್ಥಿತರಿದ್ದರು. bbox=[500, 807, 600, 917]
footer-rule-top bbox=[16, 1408, 932, 1410]
issue-date bbox=[700, 30, 930, 41]
sugarcane-farmer-photo bbox=[548, 162, 636, 280]
date-band bbox=[560, 0, 930, 18]
tirupati-byline: ● ಡಿ.ಡಿ. ನ್ಯೂಸ್, ಕೊಪ್ಪಳ bbox=[196, 1230, 250, 1237]
article-body: ಕರ್ನಾಟಕ ಕ್ರಿಶ್ಚಿಯನ್ ಸಮುದಾಯ ಅಭಿವೃದ್ಧಿ ನಿಗಮದಿಂದ 2025–26ನೇ ಸಾಲಿನಲ್ಲಿ ಅನುಷ್ಠಾನಗೊಳಿಸುತ್ತಿರುವ ವಿವಿಧ ಯೋಜನೆಗಳಡಿ ಸಾಲ ಸೌಲಭ್ಯ ಪಡೆಯಲು ಕ್ರಿಶ್ಚಿಯನ್ ಸಮುದಾಯದವರಿಂದ ಅರ್ಜಿ ಆಹ್ವಾನಿಸಲಾಗಿದೆ. ಆಸಕ್ತ ಅರ್ಹ ಅಭ್ಯರ್ಥಿಗಳು ಕರ್ನಾಟಕ ಅಲ್ಪಸಂಖ್ಯಾತರ ಅಭಿವೃದ್ಧಿ ನಿಗಮದ 2025–26ನೇ ಸಾಲಿನಲ್ಲಿ ಕ್ರಿಶ್ಚಿಯನ್ ಸಮುದಾಯದ ನಿರುದ್ಯೋಗಿ ವಿದ್ಯಾರ್ಥಿಗಳಿಗೆ ಅರಿವು (ಶೈಕ್ಷಣಿಕ ಸಾಲ) ಯೋಜನೆ, ಸ್ವಯಂ ಉದ್ಯೋಗ ಸಾಲ ಯೋಜನೆ, ಗಂಗಾ ಕಲ್ಯಾಣ ಯೋಜನೆ ಹಾಗೂ ಭೂ ಒಡೆತನ ಯೋಜನೆಗಳಡಿ ರೂ.50,000 ರಿಂದ ರೂ.5 ಲಕ್ಷದವರೆಗೆ ಸಾಲ ಸೌಲಭ್ಯ ನೀಡಲಾಗುತ್ತದೆ. ಸೌಲಭ್ಯ ಪಡೆಯಲು ಆನ್‌ಲೈನ್ ಮೂಲಕ ಅರ್ಜಿ ಸಲ್ಲಿಸಬೇಕು. ಅರ್ಜಿಯ ಜೊತೆಗೆ ಬೇಕಾಗುವ ದಾಖಲೆಗಳನ್ನು ಲಗತ್ತಿಸಬೇಕು. ಅರ್ಜಿ ಸಲ್ಲಿಸಲು ಕೊನೆಯ ದಿನಾಂಕ ಹಾಗೂ ಹೆಚ್ಚಿನ ಮಾಹಿತಿಗಾಗಿ ನಿಗಮದ ಜಿಲ್ಲಾ ಕಚೇರಿಯನ್ನು ಸಂಪರ್ಕಿಸಬಹುದು. ವಿಶೇಷ ವಿದ್ಯಾರ್ಥಿಗಳಿಗೆ ರೂ.75,000 ರಿಂದ 3 ಲಕ್ಷದವರೆಗೆ ಸಹಾಯಧನ ನೀಡಲಾಗುತ್ತದೆ. ಪ್ರತಿಶತ 4 ರಷ್ಟು ಬಡ್ಡಿದರದಲ್ಲಿ ಸಾಲ ನೀಡಲಾಗುತ್ತದೆ. ಘಟಕ ವೆಚ್ಚ ರೂ.1,00,000/– (ಸಾಲ ರೂ.50,000/– ಸಹಾಯಧನ ರೂ.50,000/–) ಎಂದು ಪ್ರಕಟಣೆಯಲ್ಲಿ ತಿಳಿಸಲಾಗಿದೆ. ಶೈಕ್ಷಣಿಕ ಸಾಲ ಯೋಜನೆಯಡಿ ಮಹಿಳೆಯರ ಸ್ವಸಹಾಯ ಗುಂಪುಗಳಿಗೆ ಸಾಲ ಸೌಲಭ್ಯ. ಗುಂಪಿನ ಸದಸ್ಯರಿಗೆ ರೂ.50,000/– ಸಾಲ ರೂ.25,000/– ಸಹಾಯಧನ ರೂ.25,000/– ನೀಡಲಾಗುವುದು. bbox=[16, 776, 182, 894]
coaching-story bbox=[500, 452, 932, 752]
page-number: 4 bbox=[22, 28, 42, 58]
gayaki-body-continued-2: ರಾಯಚೂರು ನಗರದ ಗಾಯಕಿ ಸಂತೋಷಿ ಅವರಿಗೆ ಕರ್ನಾಟಕ ರತ್ನಶ್ರೀ ಪ್ರಶಸ್ತಿ ಪ್ರದಾನ ಮಾಡಲಾಯಿತು. ಬೆಂಗಳೂರಿನಲ್ಲಿ ನಡೆದ ರಾಜ್ಯಮಟ್ಟದ ಸಾಂಸ್ಕೃತಿಕ ಕಾರ್ಯಕ್ರಮದಲ್ಲಿ ಸಂಗೀತ ಕ್ಷೇತ್ರದಲ್ಲಿ ಅವರು ಸಲ್ಲಿಸಿದ ಸೇವೆಯನ್ನು ಗುರುತಿಸಿ ಈ ಪ್ರಶಸ್ತಿ ನೀಡಲಾಯಿತು. ಸಣ್ಣ ವಯಸ್ಸಿನಲ್ಲಿಯೇ ಸಂಗೀತ ಅಭ್ಯಾಸ ಆರಂಭಿಸಿದ ಅವರು ಅನೇಕ ವೇದಿಕೆಗಳಲ್ಲಿ ಹಾಡಿ ಜನಮೆಚ್ಚುಗೆ ಗಳಿಸಿದ್ದಾರೆ. ಭಕ್ತಿಗೀತೆ, ಜಾನಪದ ಹಾಗೂ ಚಲನಚಿತ್ರ ಗೀತೆಗಳನ್ನು ಸುಮಧುರವಾಗಿ ಹಾಡುವ ಅವರ ಪ್ರತಿಭೆಗೆ ಈ ಗೌರವ ಸಂದಿದೆ. ಕಾರ್ಯಕ್ರಮದಲ್ಲಿ ಹಲವು ಗಣ್ಯರು, ಕಲಾವಿದರು ಉಪಸ್ಥಿತರಿದ್ದರು. ಪ್ರಶಸ್ತಿ ಪುರಸ್ಕೃತ ಗಾಯಕಿಗೆ ಕುಟುಂಬದವರು, ಸ್ನೇಹಿತರು ಅಭಿನಂದನೆ ಸಲ್ಲಿಸಿದರು. bbox=[358, 778, 490, 856]
tirupati-body-wrap bbox=[196, 1228, 512, 1406]
politician-body bbox=[662, 1032, 744, 1076]
siddu-story bbox=[500, 948, 932, 1144]
column-rule-mid-2 bbox=[495, 756, 496, 942]
masthead-rule-left bbox=[16, 62, 396, 64]
portrait-body bbox=[718, 362, 764, 418]
social-handle: @deshadootha news bbox=[814, 44, 930, 55]
gayaki-body-right bbox=[358, 778, 490, 940]
lead-body-a bbox=[192, 160, 544, 284]
coaching-body-left bbox=[500, 506, 638, 750]
mirza-headline: ಮಿರ್ಜಾ ಅದಂ ಬೇಗ್ ಮಾನ್ವಿ ಇವರಿಗೆ ರಾಜ್ಯಮಟ್ಟದ ಸಮಾಜ ಸೇವ ರತ್ನ ಪ್ರಶಸ್ತಿ bbox=[573, 294, 859, 307]
mirza-portrait bbox=[710, 318, 772, 418]
paper-english-title: DESHA DOOTHA KANNADA DAILY NEWS bbox=[416, 2, 540, 8]
coaching-body-continued: ರಾಯಚೂರು ಜಿಲ್ಲೆಯ ಸಾರ್ವಜನಿಕ ಶಿಕ್ಷಣ ಇಲಾಖೆಯ ಅಧಿಕಾರಿ ಬಡಿಗೇರ ಹಾಗೂ ದೇವದುರ್ಗ ತಾಲೂಕು ಶಿಕ್ಷಣಾಧಿಕಾರಿ ಮಹಾದೇವಯ್ಯ ಅವರು ಸರಕಾರದ ಆದೇಶಗಳನ್ನು ಗಾಳಿಗೆ ತೂರಿ ಅನಧಿಕೃತ ಕೋಚಿಂಗ್ ಸೆಂಟರ್ ಗಳ ಮಾಲೀಕರ ಜೊತೆ ಶಾಮೀಲಾಗಿ ಅಕ್ರಮವಾಗಿ ನಡೆಯುತ್ತಿರುವ ಕೋಚಿಂಗ್ ಸೆಂಟರ್ ಗಳಿಗೆ ಬೆಂಬಲ ನೀಡುತ್ತಿದ್ದಾರೆ ಎಂದು ಸಾರ್ವಜನಿಕರು ಅನುಮಾನ ವ್ಯಕ್ತಪಡಿಸಿದ್ದಾರೆ. ರಾಜ್ಯದಲ್ಲಿ ಅನಧಿಕೃತವಾಗಿ ನಡೆಸುತ್ತಿರುವ ಕೋಚಿಂಗ್ ಸೆಂಟರ್ ಗಳನ್ನು ಮುಚ್ಚಿಸುವಂತೆ ಸರ್ಕಾರ ಸ್ಪಷ್ಟ ಆದೇಶ ನೀಡಿದ್ದರೂ ಸಹ ಅಧಿಕಾರಿಗಳು ಯಾವುದೇ ಕ್ರಮ ಕೈಗೊಂಡಿಲ್ಲ. ಶಾಲಾ ಅವಧಿಯಲ್ಲೇ ವಿದ್ಯಾರ್ಥಿಗಳನ್ನು ಕೋಚಿಂಗ್ ಸೆಂಟರ್ ಗಳಿಗೆ ಕಳುಹಿಸಲಾಗುತ್ತಿದೆ. ಪಾಲಕರಿಂದ ದುಬಾರಿ ಶುಲ್ಕ ವಸೂಲಿ ಮಾಡಲಾಗುತ್ತಿದೆ. ಈ ಬಗ್ಗೆ ದೂರು ನೀಡಿದರೂ ಸಹ ಸ್ಪಂದಿಸುತ್ತಿಲ್ಲ. ಜಿಲ್ಲಾಧಿಕಾರಿಗಳು ಕೂಡಲೇ ತನಿಖೆ ನಡೆಸಿ ತಪ್ಪಿತಸ್ಥ ಅಧಿಕಾರಿಗಳ ವಿರುದ್ಧ ಕ್ರಮ ಕೈಗೊಳ್ಳಬೇಕು ಹಾಗೂ ಅನಧಿಕೃತ ಕೋಚಿಂಗ್ ಸೆಂಟರ್ ಗಳನ್ನು ಮುಚ್ಚಿಸಬೇಕು ಎಂದು ಸಾರ್ವಜನಿಕರು ಆಗ್ರಹಿಸಿದ್ದಾರೆ. ಮಾನ್ಯ ದೇವದುರ್ಗ ತಾಲೂಕಿನ ಅನಧಿಕೃತ ಕೋಚಿಂಗ್ ಸೆಂಟರ್ ಮುಚ್ಚಿಸದಿದ್ದಲ್ಲಿ ಉಗ್ರ ಹೋರಾಟ ಮಾಡಲಾಗುವುದು ಎಂದು ಎಚ್ಚರಿಸಿದ್ದಾರೆ. bbox=[644, 586, 780, 719]
khabar2-body: ತಾಲೂಕಿನ ಗ್ರಾಮದ ಸರ್ವೆ ನಂಬರಿನಲ್ಲಿರುವ ಸರ್ಕಾರಿ ಜಮೀನನ್ನು ಖಬರಸ್ಥಾನಕ್ಕೆ ಮಂಜೂರು ಮಾಡುವ ಪ್ರಸ್ತಾವನೆಯನ್ನು ವಿರೋಧಿಸಿ ಗ್ರಾಮಸ್ಥರು ತಹಸೀಲ್ದಾರರಿಗೆ ಮನವಿ ಸಲ್ಲಿಸಿದರು. ಸದರಿ ಜಮೀನು ಗ್ರಾಮದ ಸಾರ್ವಜನಿಕ ಉದ್ದೇಶಗಳಿಗೆ ಮೀಸಲಾಗಿದ್ದು, ಶಾಲೆ, ಆಸ್ಪತ್ರೆ ಹಾಗೂ ಆಟದ ಮೈದಾನಕ್ಕೆ ಬಳಸಬೇಕು. ಖಬರಸ್ಥಾನಕ್ಕೆ ಬೇರೆ ಕಡೆ ಜಾಗ ಗುರುತಿಸಬೇಕು ಎಂದು ಒತ್ತಾಯಿಸಿದರು. ಈ ಸಂದರ್ಭದಲ್ಲಿ ಗ್ರಾಮದ ಮುಖಂಡರು, ಯುವಕರು ಹಾಗೂ ಗ್ರಾಮಸ್ಥರು ಭಾಗವಹಿಸಿದ್ದರು. ತಹಸೀಲ್ದಾರರು ಮನವಿ ಸ್ವೀಕರಿಸಿ ಪರಿಶೀಲಿಸಿ ಸೂಕ್ತ ಕ್ರಮ ಕೈಗೊಳ್ಳುವುದಾಗಿ ಭರವಸೆ ನೀಡಿದರು. bbox=[194, 972, 490, 1010]
board-line-1: ಕರ್ನಾಟಕ ಸರ್ಕಾರ bbox=[363, 367, 409, 376]
papam-story bbox=[500, 756, 932, 942]
portrait-head bbox=[728, 328, 754, 358]
lead-bottom-rule bbox=[192, 290, 932, 291]
color-registration-bar-left bbox=[20, 1448, 80, 1454]
gayaki-body: ರಾಯಚೂರು ನಗರದ ಗಾಯಕಿ ಸಂತೋಷಿ ಅವರಿಗೆ ಕರ್ನಾಟಕ ರತ್ನಶ್ರೀ ಪ್ರಶಸ್ತಿ ಪ್ರದಾನ ಮಾಡಲಾಯಿತು. ಬೆಂಗಳೂರಿನಲ್ಲಿ ನಡೆದ ರಾಜ್ಯಮಟ್ಟದ ಸಾಂಸ್ಕೃತಿಕ ಕಾರ್ಯಕ್ರಮದಲ್ಲಿ ಸಂಗೀತ ಕ್ಷೇತ್ರದಲ್ಲಿ ಅವರು ಸಲ್ಲಿಸಿದ ಸೇವೆಯನ್ನು ಗುರುತಿಸಿ ಈ ಪ್ರಶಸ್ತಿ ನೀಡಲಾಯಿತು. ಸಣ್ಣ ವಯಸ್ಸಿನಲ್ಲಿಯೇ ಸಂಗೀತ ಅಭ್ಯಾಸ ಆರಂಭಿಸಿದ ಅವರು ಅನೇಕ ವೇದಿಕೆಗಳಲ್ಲಿ ಹಾಡಿ ಜನಮೆಚ್ಚುಗೆ ಗಳಿಸಿದ್ದಾರೆ. ಭಕ್ತಿಗೀತೆ, ಜಾನಪದ ಹಾಗೂ ಚಲನಚಿತ್ರ ಗೀತೆಗಳನ್ನು ಸುಮಧುರವಾಗಿ ಹಾಡುವ ಅವರ ಪ್ರತಿಭೆಗೆ ಈ ಗೌರವ ಸಂದಿದೆ. ಕಾರ್ಯಕ್ರಮದಲ್ಲಿ ಹಲವು ಗಣ್ಯರು, ಕಲಾವಿದರು ಉಪಸ್ಥಿತರಿದ್ದರು. ಪ್ರಶಸ್ತಿ ಪುರಸ್ಕೃತ ಗಾಯಕಿಗೆ ಕುಟುಂಬದವರು, ಸ್ನೇಹಿತರು ಅಭಿನಂದನೆ ಸಲ್ಲಿಸಿದರು. bbox=[194, 789, 292, 883]
felicitation-figure-2 bbox=[678, 816, 710, 882]
khabar-story bbox=[192, 294, 492, 748]
papam-body-right bbox=[790, 796, 932, 940]
person-2 bbox=[300, 408, 340, 516]
khabar2-body-wrap bbox=[194, 972, 490, 1132]
tirupati-body: ತಿರುಪತಿ ತಿಮ್ಮಪ್ಪನ ದರ್ಶನಕ್ಕೆಂದು ತೆರಳಿದ್ದ ಕೊಪ್ಪಳ ಜಿಲ್ಲೆಯ ವ್ಯಕ್ತಿಯೊಬ್ಬರು ಅಲ್ಲಿ ಕಾಣೆಯಾಗಿದ್ದು, ಹನ್ನೆರಡು ದಿನಗಳ ಬಳಿಕ ಪತ್ತೆಯಾಗಿದ್ದಾರೆ. ಪತಿ ಕಾಣೆಯಾದ ದಿನದಿಂದ ಪತ್ನಿ ಊಟ ನಿದ್ದೆ ಬಿಟ್ಟು ಹುಡುಕಾಟ ನಡೆಸಿದ್ದರು. ಕುಟುಂಬದವರೊಂದಿಗೆ ತಿರುಪತಿಗೆ ತೆರಳಿದ್ದ ಅವರು ದೇವಸ್ಥಾನದ ಆವರಣದಲ್ಲಿ ಜನಸಂದಣಿಯಲ್ಲಿ ತಪ್ಪಿಸಿಕೊಂಡಿದ್ದರು. ಪೊಲೀಸರಿಗೆ ದೂರು ನೀಡಿ ಎಲ್ಲೆಡೆ ಹುಡುಕಿದರೂ ಪತ್ತೆಯಾಗಿರಲಿಲ್ಲ. ಸಾಮಾಜಿಕ ಜಾಲತಾಣಗಳಲ್ಲಿ ಫೋಟೋ ಹಂಚಿಕೊಳ್ಳಲಾಗಿತ್ತು. ಕೊನೆಗೂ ಗುರುವಾರ ಗೋಸಂಗಿ ಗ್ರಾಮದ ಬಳಿ ಪತಿ ಪತ್ತೆಯಾಗಿದ್ದು, ಕುಟುಂಬದಲ್ಲಿ ಸಂತಸ ಮನೆಮಾಡಿದೆ. ಪತ್ನಿಯ ಪ್ರಾರ್ಥನೆ ಫಲಿಸಿತು ಎಂದು ಗ್ರಾಮಸ್ಥರು ಸಂತಸ ವ್ಯಕ್ತಪಡಿಸಿದರು. ಮನೆಗೆ ಮರಳಿದ ಪತಿಯನ್ನು ಕುಟುಂಬಸ್ಥರು ಬರಮಾಡಿಕೊಂಡರು. bbox=[196, 1228, 512, 1269]
siddu-headline: ಸಿದ್ದರಾಮಯ್ಯ ನೇತೃತ್ವದ ಸರ್ಕಾರ ರೈತ ವಿರೋಧಿ: ಆಚಾರ bbox=[590, 948, 842, 964]
officer-2-body bbox=[722, 550, 768, 582]
singer-head bbox=[314, 808, 334, 832]
person-3 bbox=[346, 410, 382, 516]
row-rule-1 bbox=[192, 752, 932, 753]
masthead-rule-right bbox=[560, 62, 930, 64]
footer bbox=[16, 1412, 932, 1446]
gayaki-byline: ● ಡಿ.ಡಿ. ನ್ಯೂಸ್, ರಾಯಚೂರು bbox=[194, 780, 258, 787]
missing-man-photo bbox=[516, 1270, 596, 1380]
person-1 bbox=[256, 414, 292, 516]
